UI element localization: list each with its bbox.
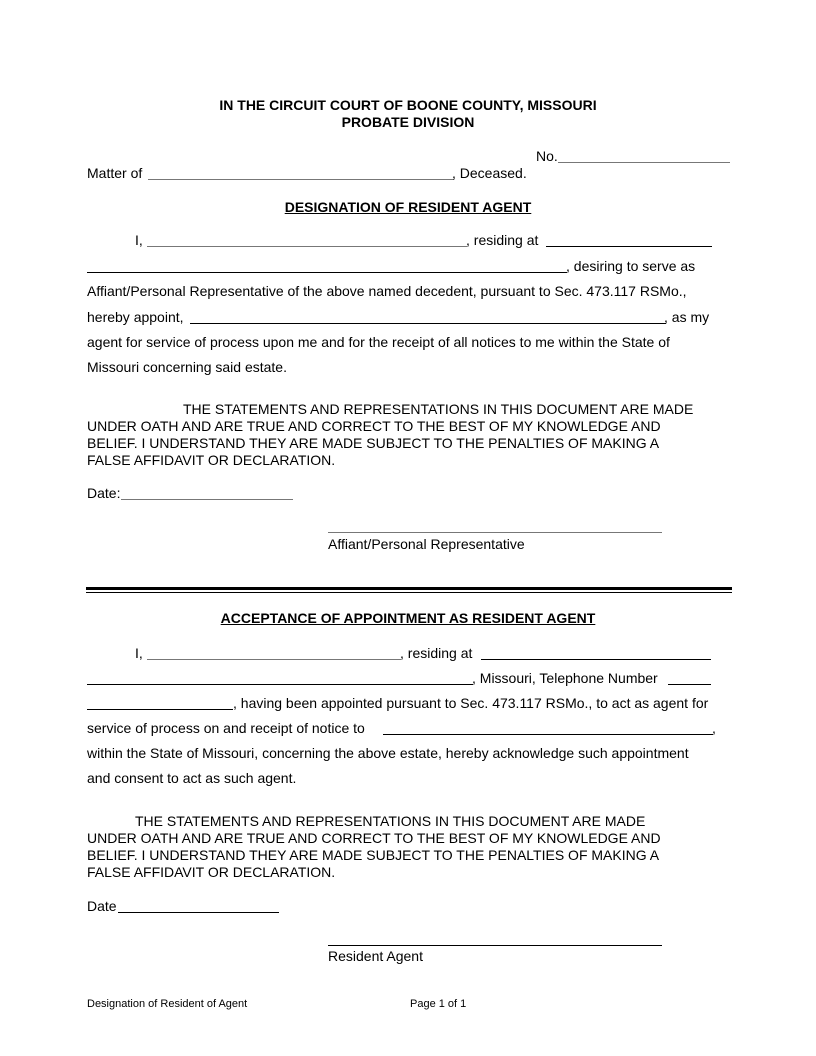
designation-date-field[interactable] xyxy=(121,499,293,500)
acceptance-oath-line-4: FALSE AFFIDAVIT OR DECLARATION. xyxy=(87,864,336,880)
having-been-appointed-label: , having been appointed pursuant to Sec. 473.117 RSMo., to act as agent for xyxy=(233,695,709,711)
designation-line-5: agent for service of process upon me and for the receipt of all notices to me within the State of xyxy=(87,334,670,350)
matter-of-label: Matter of xyxy=(87,165,143,181)
agent-name-field[interactable] xyxy=(190,323,666,324)
service-comma: , xyxy=(712,720,716,736)
footer-page-number: Page 1 of 1 xyxy=(410,998,467,1010)
acceptance-oath-line-1: THE STATEMENTS AND REPRESENTATIONS IN THIS DOCUMENT ARE MADE xyxy=(135,813,646,829)
case-no-field[interactable] xyxy=(558,162,730,163)
acceptance-oath-paragraph xyxy=(87,813,661,881)
designation-date-label: Date: xyxy=(87,485,121,501)
resident-agent-signature-line[interactable] xyxy=(328,945,662,946)
missouri-telephone-label: , Missouri, Telephone Number xyxy=(472,670,658,686)
deceased-label: , Deceased. xyxy=(452,165,527,181)
service-of-process-label: service of process on and receipt of notice to xyxy=(87,720,365,736)
hereby-appoint-label: hereby appoint, xyxy=(87,309,184,325)
affiant-signature-label: Affiant/Personal Representative xyxy=(328,536,525,552)
designation-residing-label: , residing at xyxy=(466,232,539,248)
acceptance-line-5: within the State of Missouri, concerning the above estate, hereby acknowledge such appointment xyxy=(87,745,689,761)
designation-oath-paragraph xyxy=(87,401,693,469)
telephone-field-2[interactable] xyxy=(87,709,233,710)
section-divider-thin xyxy=(86,592,732,593)
acceptance-i-label: I, xyxy=(135,645,143,661)
footer-doc-title: Designation of Resident of Agent xyxy=(87,998,248,1010)
acceptance-title: ACCEPTANCE OF APPOINTMENT AS RESIDENT AGENT xyxy=(220,610,596,626)
affiant-name-field[interactable] xyxy=(147,246,467,247)
case-no-label: No. xyxy=(536,148,558,164)
resident-agent-address-field-1[interactable] xyxy=(481,659,711,660)
designation-oath-line-4: FALSE AFFIDAVIT OR DECLARATION. xyxy=(87,452,336,468)
affiant-signature-line[interactable] xyxy=(328,532,662,533)
section-divider xyxy=(86,587,732,590)
acceptance-oath-line-3: BELIEF. I UNDERSTAND THEY ARE MADE SUBJECT TO THE PENALTIES OF MAKING A xyxy=(87,847,660,863)
acceptance-residing-label: , residing at xyxy=(400,645,473,661)
acceptance-line-6: and consent to act as such agent. xyxy=(87,770,297,786)
as-my-label: , as my xyxy=(664,309,710,325)
designation-oath-line-2: UNDER OATH AND ARE TRUE AND CORRECT TO THE BEST OF MY KNOWLEDGE AND xyxy=(87,418,661,434)
resident-agent-signature-label: Resident Agent xyxy=(328,948,423,964)
acceptance-oath-line-2: UNDER OATH AND ARE TRUE AND CORRECT TO THE BEST OF MY KNOWLEDGE AND xyxy=(87,830,661,846)
affiant-address-field-2[interactable] xyxy=(87,272,567,273)
designation-line-6: Missouri concerning said estate. xyxy=(87,359,287,375)
resident-agent-address-field-2[interactable] xyxy=(87,684,473,685)
desiring-label: , desiring to serve as xyxy=(566,258,696,274)
designation-line-3: Affiant/Personal Representative of the above named decedent, pursuant to Sec. 473.117 RSMo., xyxy=(87,283,687,299)
designation-oath-line-1: THE STATEMENTS AND REPRESENTATIONS IN THIS DOCUMENT ARE MADE xyxy=(183,401,694,417)
designation-oath-line-3: BELIEF. I UNDERSTAND THEY ARE MADE SUBJECT TO THE PENALTIES OF MAKING A xyxy=(87,435,660,451)
notice-recipient-field[interactable] xyxy=(383,734,713,735)
decedent-name-field[interactable] xyxy=(148,179,454,180)
designation-title: DESIGNATION OF RESIDENT AGENT xyxy=(284,199,532,215)
division-heading: PROBATE DIVISION xyxy=(341,114,475,130)
telephone-field-1[interactable] xyxy=(668,684,711,685)
designation-i-label: I, xyxy=(135,232,143,248)
affiant-address-field-1[interactable] xyxy=(546,246,712,247)
acceptance-date-field[interactable] xyxy=(118,912,279,913)
resident-agent-name-field[interactable] xyxy=(147,659,401,660)
acceptance-date-label: Date xyxy=(87,898,117,914)
court-heading: IN THE CIRCUIT COURT OF BOONE COUNTY, MISSOURI xyxy=(219,97,597,113)
